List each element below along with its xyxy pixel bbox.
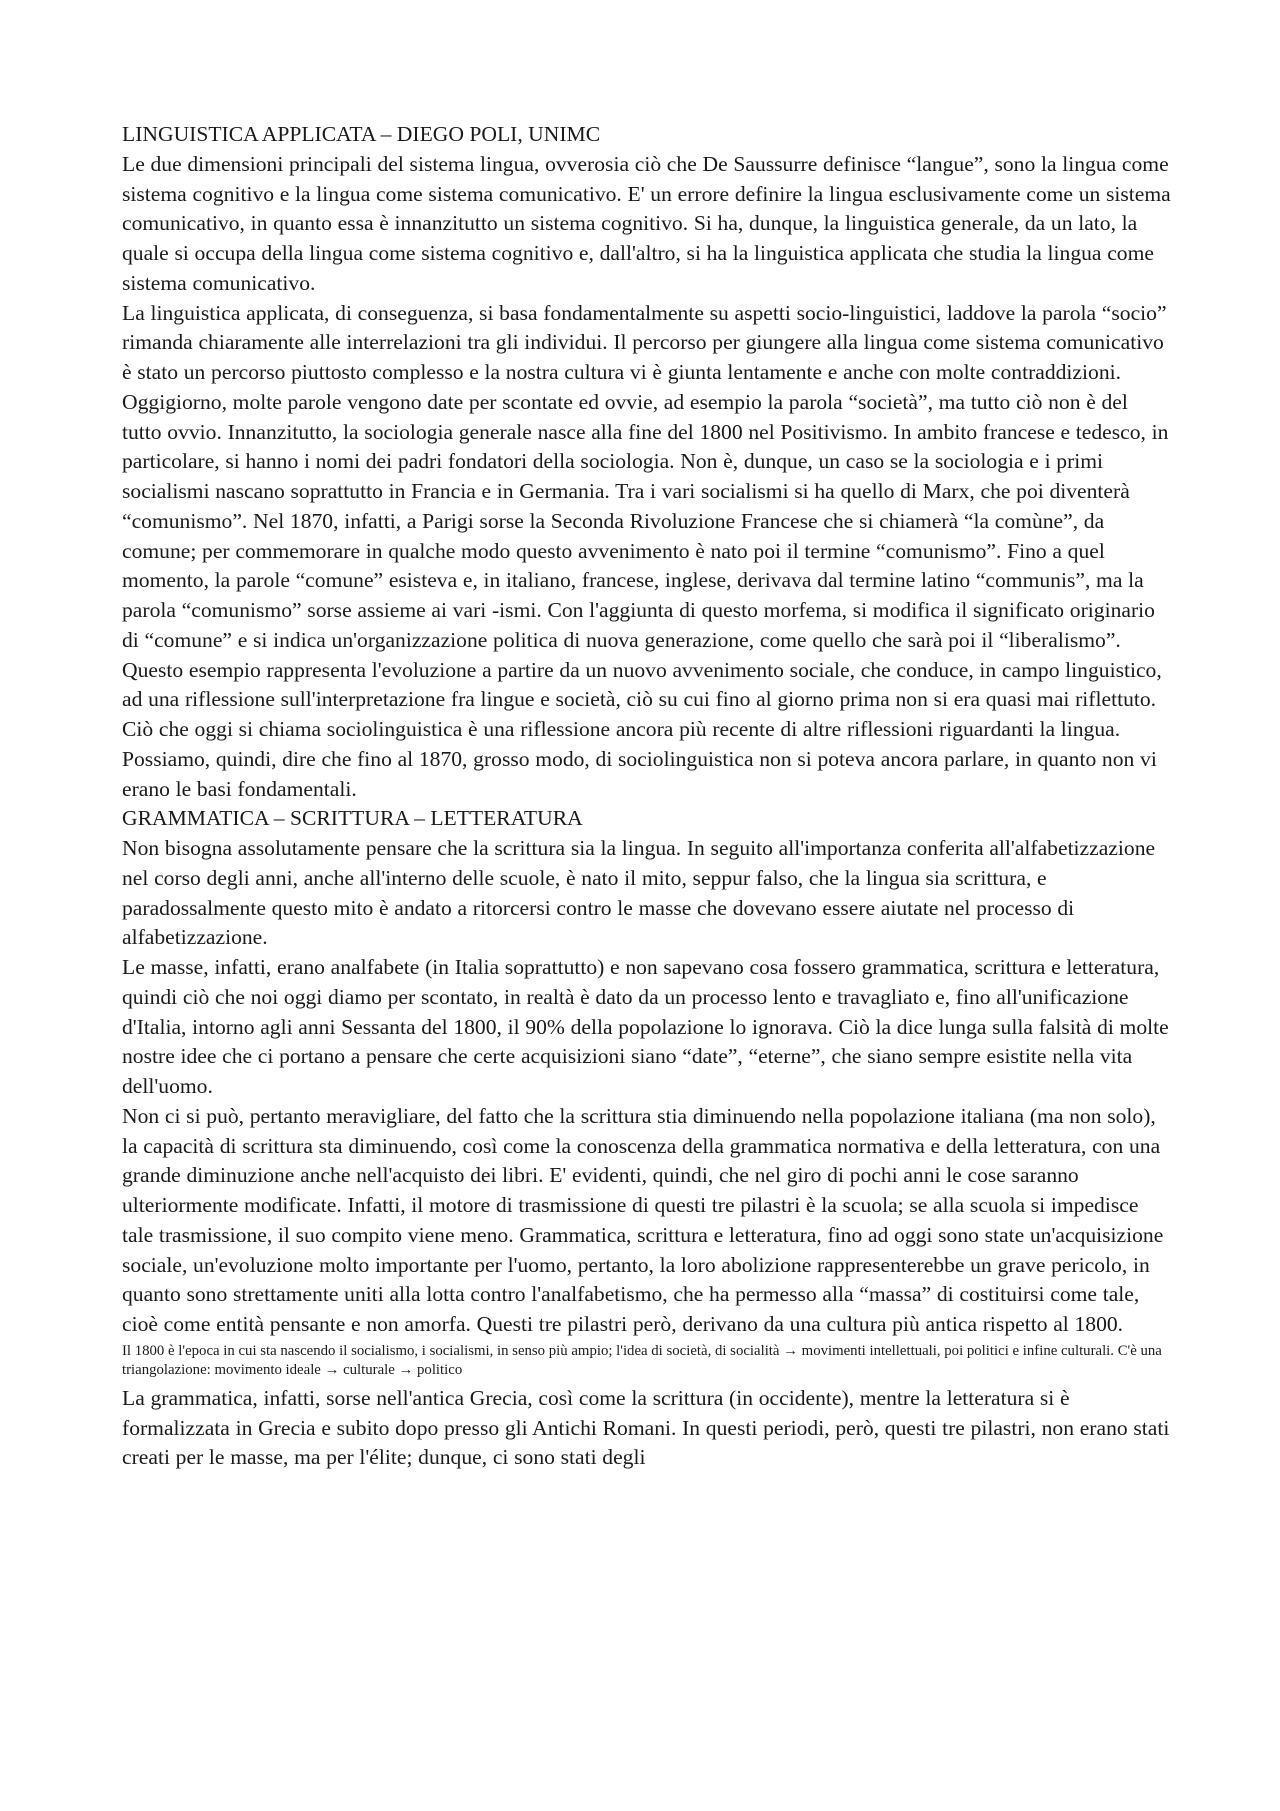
paragraph: Non bisogna assolutamente pensare che la scrittura sia la lingua. In seguito all'importanza conferita all'alfabetizzazione nel corso degli anni, anche all'interno delle scuole, è nato il mito, seppur falso, che la lingua sia scrittura, e paradossalmente questo mito è andato a ritorcersi contro le masse che dovevano essere aiutate nel processo di alfabetizzazione. [122,836,1156,950]
paragraph: Le due dimensioni principali del sistema lingua, ovverosia ciò che De Saussurre definisce “langue”, sono la lingua come sistema cognitivo e la lingua come sistema comunicativo. E' un errore definire la lingua esclusivamente come un sistema comunicativo, in quanto essa è innanzitutto un sistema cognitivo. Si ha, dunque, la linguistica generale, da un lato, la quale si occupa della lingua come sistema cognitivo e, dall'altro, si ha la linguistica applicata che studia la lingua come sistema comunicativo. [122,151,1171,295]
paragraph: Non ci si può, pertanto meravigliare, del fatto che la scrittura stia diminuendo nella popolazione italiana (ma non solo), la capacità di scrittura sta diminuendo, così come la conoscenza della grammatica normativa e della letteratura, con una grande diminuzione anche nell'acquisto dei libri. E' evidenti, quindi, che nel giro di pochi anni le cose saranno ulteriormente modificate. Infatti, il motore di trasmissione di questi tre pilastri è la scuola; se alla scuola si impedisce tale trasmissione, il suo compito viene meno. Grammatica, scrittura e letteratura, fino ad oggi sono state un'acquisizione sociale, un'evoluzione molto importante per l'uomo, pertanto, la loro abolizione rappresenterebbe un grave pericolo, in quanto sono strettamente uniti alla lotta contro l'analfabetismo, che ha permesso alla “massa” di costituirsi come tale, cioè come entità pensante e non amorfa. Questi tre pilastri però, derivano da una cultura più antica rispetto al 1800. [122,1103,1164,1336]
paragraph: Oggigiorno, molte parole vengono date per scontate ed ovvie, ad esempio la parola “società”, ma tutto ciò non è del tutto ovvio. Innanzitutto, la sociologia generale nasce alla fine del 1800 nel Positivismo. In ambito francese e tedesco, in particolare, si hanno i nomi dei padri fondatori della sociologia. Non è, dunque, un caso se la sociologia e i primi socialismi nascano soprattutto in Francia e in Germania. Tra i vari socialismi si ha quello di Marx, che poi diventerà “comunismo”. Nel 1870, infatti, a Parigi sorse la Seconda Rivoluzione Francese che si chiamerà “la comùne”, da comune; per commemorare in qualche modo questo avvenimento è nato poi il termine “comunismo”. Fino a quel momento, la parole “comune” esisteva e, in italiano, francese, inglese, derivava dal termine latino “communis”, ma la parola “comunismo” sorse assieme ai vari -ismi. Con l'aggiunta di questo morfema, si modifica il significato originario di “comune” e si indica un'organizzazione politica di nuova generazione, come quello che sarà poi il “liberalismo”. [122,389,1169,652]
paragraph: Le masse, infatti, erano analfabete (in Italia soprattutto) e non sapevano cosa fossero grammatica, scrittura e letteratura, quindi ciò che noi oggi diamo per scontato, in realtà è dato da un processo lento e travagliato e, fino all'unificazione d'Italia, intorno agli anni Sessanta del 1800, il 90% della popolazione lo ignorava. Ciò la dice lunga sulla falsità di molte nostre idee che ci portano a pensare che certe acquisizioni siano “date”, “eterne”, che siano sempre esistite nella vita dell'uomo. [122,955,1169,1098]
paragraph: La linguistica applicata, di conseguenza, si basa fondamentalmente su aspetti socio-linguistici, laddove la parola “socio” rimanda chiaramente alle interrelazioni tra gli individui. Il percorso per giungere alla lingua come sistema comunicativo è stato un percorso piuttosto complesso e la nostra cultura vi è giunta lentamente e anche con molte contraddizioni. [122,300,1167,384]
document-page [122,120,1172,1473]
section-heading: GRAMMATICA – SCRITTURA – LETTERATURA [122,806,583,831]
paragraph: La grammatica, infatti, sorse nell'antica Grecia, così come la scrittura (in occidente), mentre la letteratura si è formalizzata in Grecia e subito dopo presso gli Antichi Romani. In questi periodi, però, questi tre pilastri, non erano stati creati per le masse, ma per l'élite; dunque, ci sono stati degli [122,1385,1170,1470]
document-title: LINGUISTICA APPLICATA – DIEGO POLI, UNIMC [122,122,601,146]
paragraph: Questo esempio rappresenta l'evoluzione a partire da un nuovo avvenimento sociale, che conduce, in campo linguistico, ad una riflessione sull'interpretazione fra lingue e società, ciò su cui fino al giorno prima non si era quasi mai riflettuto. Ciò che oggi si chiama sociolinguistica è una riflessione ancora più recente di altre riflessioni riguardanti la lingua. Possiamo, quindi, dire che fino al 1870, grosso modo, di sociolinguistica non si poteva ancora parlare, in quanto non vi erano le basi fondamentali. [122,657,1162,801]
inline-note: Il 1800 è l'epoca in cui sta nascendo il socialismo, i socialismi, in senso più ampio; l'idea di società, di socialità → movimenti intellettuali, poi politici e infine culturali. C'è una triangolazione: movimento ideale → culturale → politico [122,1342,1162,1379]
